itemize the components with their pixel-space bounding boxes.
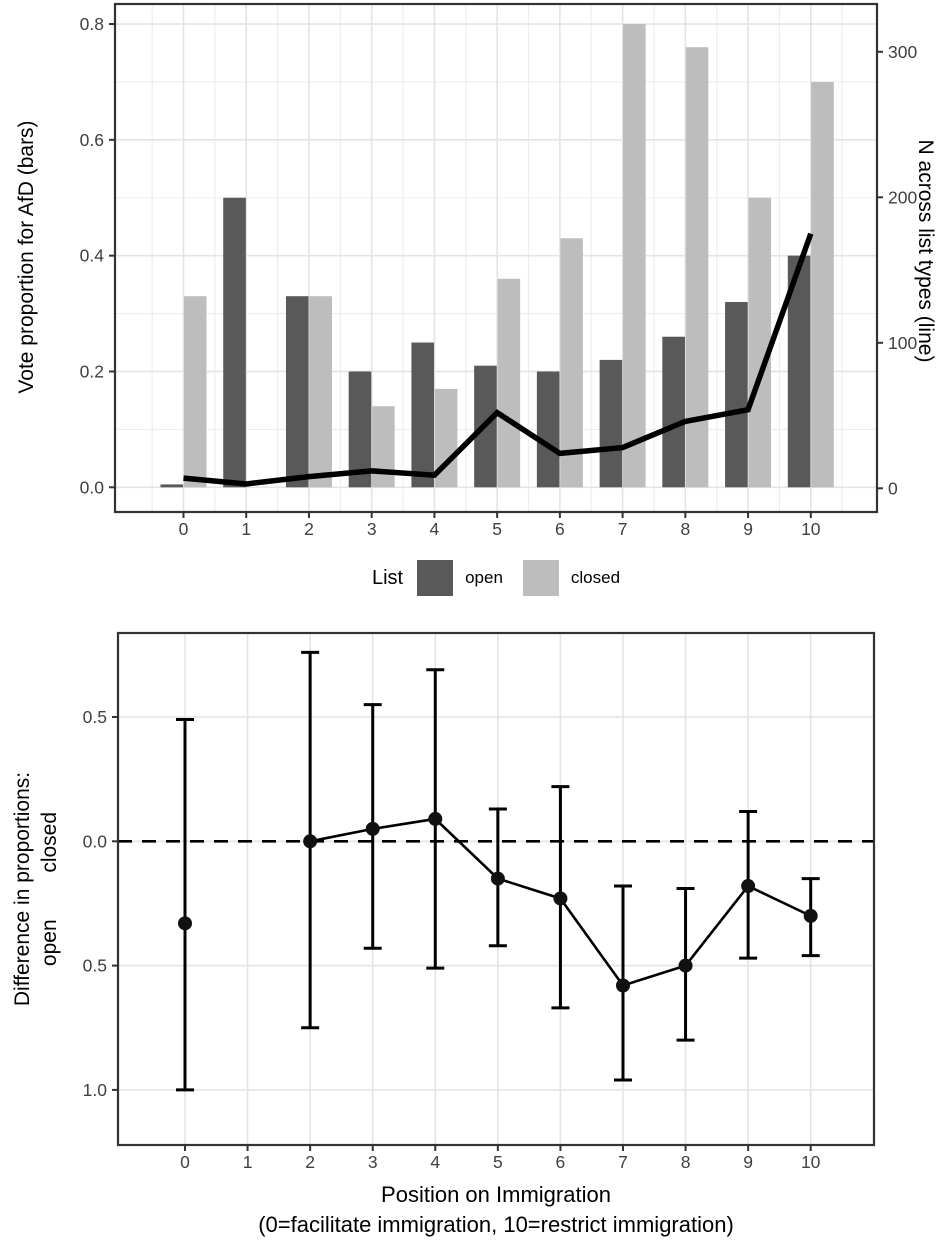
point-x10 <box>804 909 818 923</box>
bar-open-4 <box>411 343 434 488</box>
bar-closed-2 <box>309 296 332 487</box>
svg-text:0.5: 0.5 <box>82 707 107 727</box>
bar-closed-3 <box>372 406 395 487</box>
bar-open-1 <box>223 198 246 488</box>
svg-text:100: 100 <box>888 332 918 353</box>
svg-text:1.0: 1.0 <box>82 1079 107 1100</box>
point-x2 <box>303 834 317 848</box>
bottom-panel-axes <box>83 633 874 1172</box>
svg-text:0.0: 0.0 <box>79 477 104 498</box>
point-x6 <box>553 891 567 905</box>
svg-text:3: 3 <box>367 1152 378 1172</box>
top-left-axis-title: Vote proportion for AfD (bars) <box>15 120 38 394</box>
svg-text:6: 6 <box>555 519 565 539</box>
svg-text:3: 3 <box>366 519 377 539</box>
bottom-x-axis-title-line1: Position on Immigration <box>381 1182 611 1207</box>
legend-title: List <box>371 566 404 589</box>
bar-open-8 <box>662 337 685 488</box>
bottom-x-axis-title-line2: (0=facilitate immigration, 10=restrict immigration) <box>258 1212 734 1237</box>
bar-open-0 <box>161 484 184 487</box>
svg-text:2: 2 <box>305 1152 316 1172</box>
point-x0 <box>178 916 192 930</box>
svg-text:2: 2 <box>304 519 314 539</box>
svg-text:0.5: 0.5 <box>82 955 107 976</box>
svg-text:8: 8 <box>680 1152 691 1172</box>
svg-text:10: 10 <box>801 519 821 539</box>
bar-closed-5 <box>498 279 521 487</box>
svg-text:0: 0 <box>180 1152 190 1172</box>
svg-text:0.4: 0.4 <box>79 245 104 266</box>
svg-text:0: 0 <box>178 519 189 539</box>
bottom-x-axis-title <box>115 1180 877 1240</box>
svg-text:5: 5 <box>492 519 503 539</box>
bar-closed-7 <box>623 24 646 487</box>
svg-text:1: 1 <box>241 519 252 539</box>
bar-closed-10 <box>811 82 834 487</box>
svg-text:4: 4 <box>429 519 440 539</box>
svg-text:5: 5 <box>492 1152 503 1172</box>
svg-text:300: 300 <box>888 41 918 62</box>
bar-closed-0 <box>184 296 207 487</box>
svg-text:0.6: 0.6 <box>79 129 104 150</box>
legend-swatch-closed <box>523 560 559 596</box>
point-x5 <box>491 872 505 886</box>
bottom-left-axis-title-line2: open closed <box>38 811 61 967</box>
svg-text:4: 4 <box>430 1152 441 1172</box>
point-x4 <box>428 812 442 826</box>
bar-open-2 <box>286 296 309 487</box>
bar-open-6 <box>537 371 560 487</box>
top-right-axis-title: N across list types (line) <box>914 139 937 363</box>
svg-text:7: 7 <box>617 519 628 539</box>
legend-label-open: open <box>465 568 503 587</box>
legend <box>115 556 877 600</box>
svg-text:9: 9 <box>743 1152 753 1172</box>
svg-text:10: 10 <box>800 1152 821 1172</box>
svg-text:0.0: 0.0 <box>82 831 107 852</box>
bar-open-9 <box>725 302 748 487</box>
svg-text:0.8: 0.8 <box>79 14 104 35</box>
point-x7 <box>616 978 630 992</box>
svg-text:9: 9 <box>743 519 753 539</box>
svg-text:7: 7 <box>618 1152 628 1172</box>
point-x3 <box>366 822 380 836</box>
svg-text:0: 0 <box>888 478 898 499</box>
svg-text:0.2: 0.2 <box>79 361 104 382</box>
svg-text:200: 200 <box>888 187 918 208</box>
bar-closed-9 <box>748 198 771 488</box>
svg-text:8: 8 <box>680 519 691 539</box>
svg-text:1: 1 <box>242 1152 253 1172</box>
point-x9 <box>741 879 755 893</box>
bottom-left-axis-title-line1: Difference in proportions: <box>11 771 34 1007</box>
legend-swatch-open <box>417 560 453 596</box>
legend-label-closed: closed <box>570 568 621 587</box>
point-x8 <box>679 959 693 973</box>
bottom-panel-grid <box>118 633 874 1145</box>
svg-text:6: 6 <box>555 1152 566 1172</box>
bar-open-7 <box>600 360 623 487</box>
bottom-left-axis-title <box>9 589 63 1189</box>
